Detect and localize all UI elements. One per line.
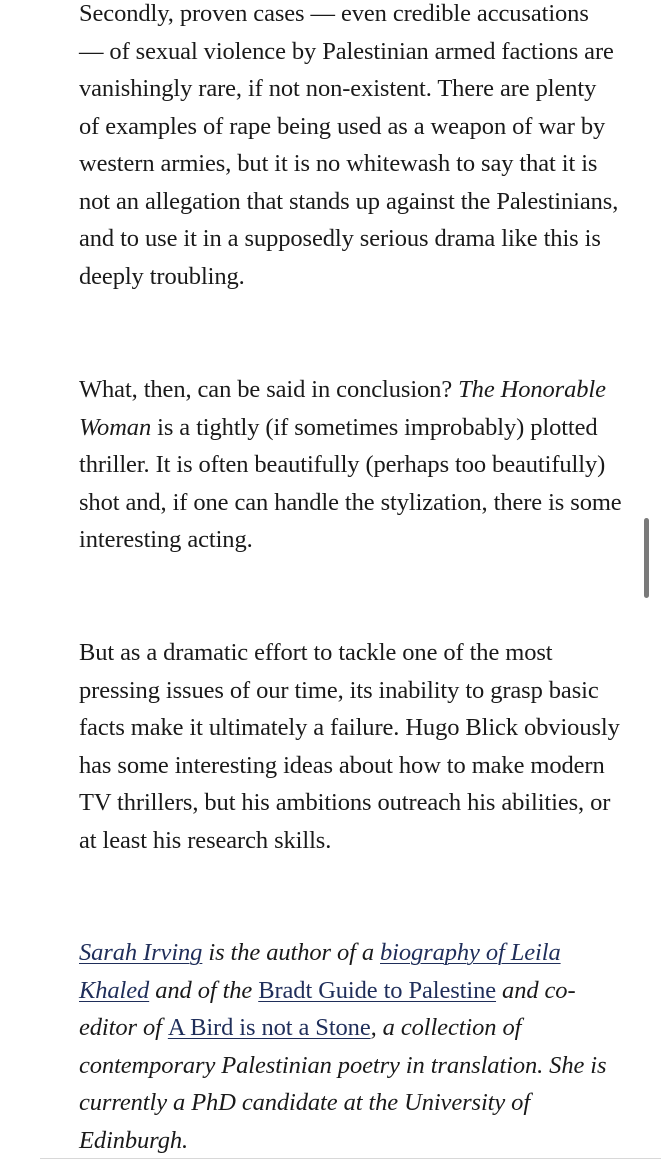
- show-title: The Honorable Woman: [79, 376, 606, 441]
- paragraph-text: is a tightly (if sometimes improbably) plotted thriller. It is often beautifully (perhaps too beautifully) shot and, if one can handle the stylization, there is some interesting acting.: [79, 413, 622, 553]
- guide-link[interactable]: Bradt Guide to Palestine: [258, 976, 497, 1004]
- book-link[interactable]: A Bird is not a Stone: [167, 1014, 371, 1041]
- author-link[interactable]: Sarah Irving: [79, 939, 203, 966]
- article-paragraph: But as a dramatic effort to tackle one of the most pressing issues of our time, its inability to grasp basic facts make it ultimately a failure. Hugo Blick obviously has some interesting ideas about how to make modern TV thrillers, but his ambitions outreach his abilities, or at least his research skills.: [79, 639, 620, 854]
- article-paragraph: [79, 371, 624, 559]
- author-bio: [79, 934, 624, 1159]
- scrollbar-thumb[interactable]: [644, 518, 649, 598]
- paragraph-text: What, then, can be said in conclusion?: [79, 376, 459, 403]
- bio-text: is the author of a: [202, 939, 381, 966]
- bio-text: and co-editor of: [79, 976, 576, 1041]
- article-paragraph: Secondly, proven cases — even credible accusations — of sexual violence by Palestinian armed factions are vanishingly rare, if not non-existent. There are plenty of examples of rape being used as a weapon of war by western armies, but it is no whitewash to say that it is not an allegation that stands up against the Palestinians, and to use it in a supposedly serious drama like this is deeply troubling.: [79, 0, 619, 290]
- bio-text: and of the: [149, 976, 259, 1004]
- bio-text: , a collection of contemporary Palestinian poetry in translation. She is currently a PhD candidate at the University of Edinburgh.: [79, 1014, 607, 1154]
- divider: [40, 1158, 661, 1159]
- biography-link[interactable]: biography of Leila Khaled: [79, 939, 561, 1004]
